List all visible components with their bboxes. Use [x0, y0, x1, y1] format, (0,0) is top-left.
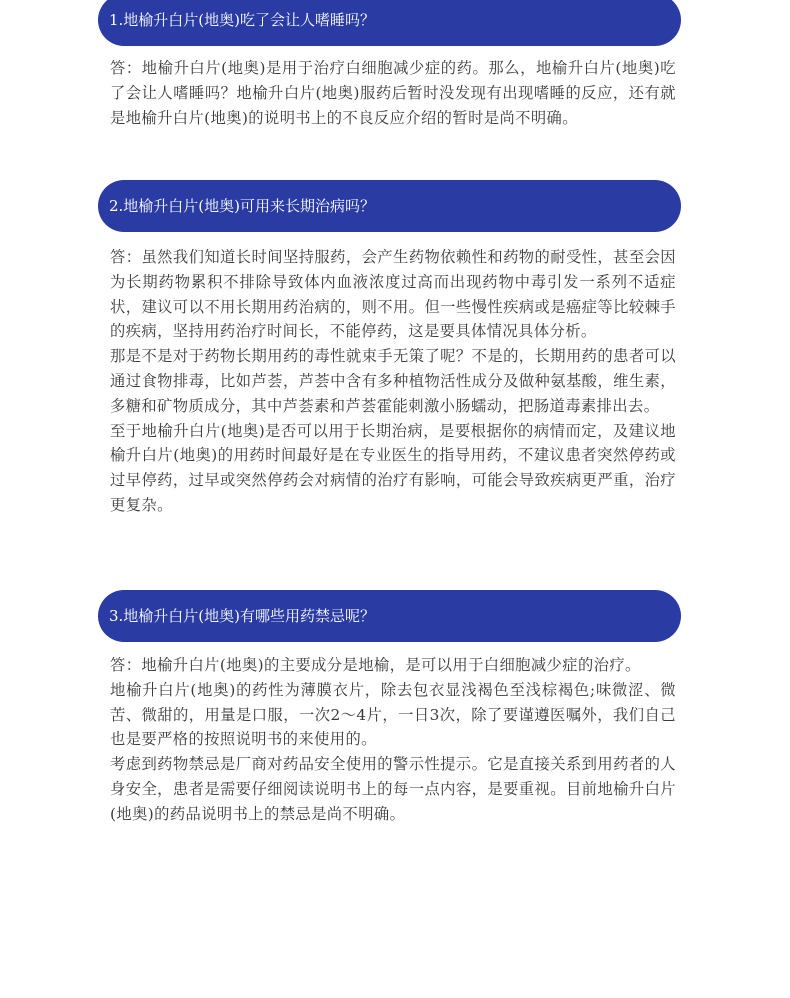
- answer-2-paragraph-3: 至于地榆升白片(地奥)是否可以用于长期治病，是要根据你的病情而定，及建议地榆升白片(地奥)的用药时间最好是在专业医生的指导用药，不建议患者突然停药或过早停药，过早或突然停药会对病情的治疗有影响，可能会导致疾病更严重，治疗更复杂。: [110, 421, 676, 514]
- answer-3-paragraph-1: 答：地榆升白片(地奥)的主要成分是地榆，是可以用于白细胞减少症的治疗。: [110, 656, 641, 674]
- question-3-banner: 3.地榆升白片(地奥)有哪些用药禁忌呢？: [98, 590, 681, 642]
- question-1-banner: 1.地榆升白片(地奥)吃了会让人嗜睡吗？: [98, 0, 681, 46]
- answer-1-paragraph-1: 答：地榆升白片(地奥)是用于治疗白细胞减少症的药。那么，地榆升白片(地奥)吃了会让人嗜睡吗？地榆升白片(地奥)服药后暂时没发现有出现嗜睡的反应，还有就是地榆升白片(地奥)的说明书上的不良反应介绍的暂时是尚不明确。: [110, 59, 676, 127]
- question-2-banner: 2.地榆升白片(地奥)可用来长期治病吗？: [98, 180, 681, 232]
- answer-2-paragraph-2: 那是不是对于药物长期用药的毒性就束手无策了呢？不是的，长期用药的患者可以通过食物排毒，比如芦荟，芦荟中含有多种植物活性成分及做种氨基酸，维生素，多糖和矿物质成分，其中芦荟素和芦荟霍能刺激小肠蠕动，把肠道毒素排出去。: [110, 347, 676, 415]
- answer-3-paragraph-2: 地榆升白片(地奥)的药性为薄膜衣片，除去包衣显浅褐色至浅棕褐色;味微涩、微苦、微甜的，用量是口服，一次2～4片，一日3次，除了要谨遵医嘱外，我们自己也是要严格的按照说明书的来使用的。: [110, 680, 676, 749]
- answer-2-paragraph-1: 答：虽然我们知道长时间坚持服药，会产生药物依赖性和药物的耐受性，甚至会因为长期药物累积不排除导致体内血液浓度过高而出现药物中毒引发一系列不适症状，建议可以不用长期用药治病的，则不用。但一些慢性疾病或是癌症等比较棘手的疾病，坚持用药治疗时间长，不能停药，这是要具体情况具体分析。: [110, 248, 676, 341]
- answer-1: [110, 56, 676, 130]
- answer-3-paragraph-3: 考虑到药物禁忌是厂商对药品安全使用的警示性提示。它是直接关系到用药者的人身安全，患者是需要仔细阅读说明书上的每一点内容，是要重视。目前地榆升白片(地奥)的药品说明书上的禁忌是尚不明确。: [110, 755, 676, 823]
- answer-2: [110, 245, 676, 518]
- answer-3: [110, 653, 676, 827]
